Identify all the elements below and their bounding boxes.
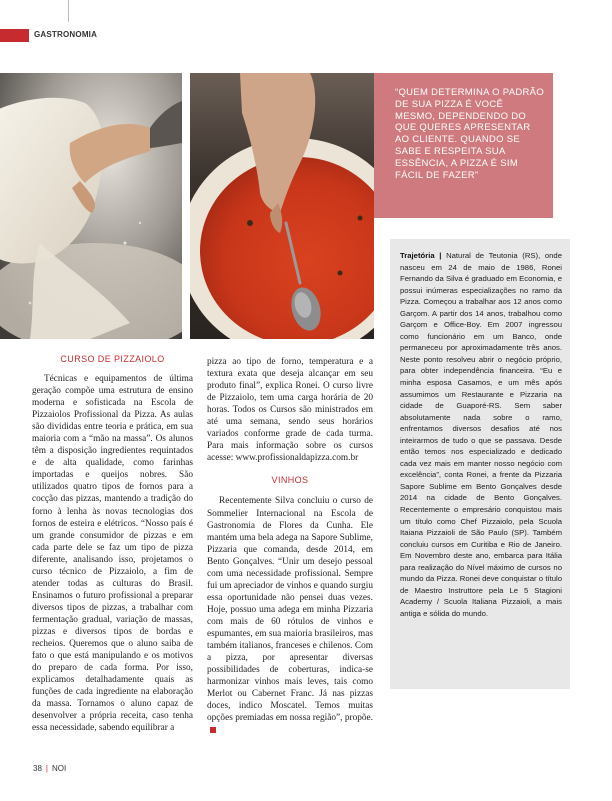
- footer-separator: |: [45, 764, 48, 773]
- pull-quote-box: [374, 73, 553, 218]
- sauce-spreading-photo: [190, 73, 374, 339]
- article-column-2: [207, 356, 373, 736]
- top-rule: [68, 0, 69, 22]
- article-column-1: [32, 373, 193, 734]
- page-footer: [33, 764, 66, 773]
- biography-sidebar: [390, 239, 570, 689]
- sidebar-body: Natural de Teutonia (RS), onde nasceu em 24 de maio de 1986, Ronei Fernando da Silva é graduado em Economia, e possui inúmeras especializações no ramo da Pizza. Começou a trabalhar aos 12 anos como Garçom. A partir dos 14 anos, trabalhou como Garçom e Office-Boy. Em 2007 ingressou como funcionário em um Banco, onde permaneceu por aproximadamente três anos. Neste ponto resolveu abrir o negócio próprio, para obter independência financeira. “Eu e minha esposa Casamos, e um mês após assumimos um Restaurante e Pizzaria na cidade de Guaporé-RS. Sem saber absolutamente nada sobre o ramo, enfrentamos diversos desafios até nos inteirarmos de tudo o que se passava. Desde então temos nos especializado e dedicado cada vez mais em manter nosso negócio com excelência”, conta Ronei, a frente da Pizzaria Sapore Sublime em Bento Gonçalves desde 2014 na cidade de Bento Gonçalves. Recentemente o empresário conquistou mais um título como Chef Pizzaiolo, pela Scuola Itaiana Pizzaioli de São Paulo (SP). Também concluiu cursos em Curitiba e Rio de Janeiro. Em Novembro deste ano, embarca para Itália para realização do Nível máximo de cursos no mundo da Pizza. Ronei deve conquistar o título de Maestro Instruttore pela Le 5 Stagioni Academy / Scuola Italiana Pizzaioli, a mais antiga e sólida do mundo.: [400, 251, 562, 618]
- course-paragraph-2: pizza ao tipo de forno, temperatura e a textura exata que deseja alcançar em seu produto final”, explica Ronei. O curso livre de Pizzaiolo, tem uma carga horária de 20 horas. Todos os Cursos são ministrados em até uma semana, sendo seus horários variados conforme grade de cada turma. Para mais informação sobre os cursos acesse: www.profissionaldapizza.com.br: [207, 357, 373, 464]
- sidebar-text: [400, 250, 562, 620]
- sidebar-lead: Trajetória |: [400, 251, 442, 260]
- course-paragraph-1: Técnicas e equipamentos de última geração compõe uma estrutura de ensino moderna e sofisticada na Escola de Pizzaiolos Profissional da Pizza. As aulas são divididas entre teoria e prática, em sua maioria com a “mão na massa”. Os alunos têm a disposição ingredientes requintados e de alta qualidade, como farinhas importadas e queijos nobres. São utilizados quatro tipos de fornos para a cocção das pizzas, mantendo a tradição do forno à lenha às novas tecnologias dos fornos de esteira e elétricos. “Nosso país é um grande consumidor de pizzas e em cada parte dele se faz um tipo de pizza diferente, analisando isso, projetamos o curso técnico de Pizzaiolo, a fim de atender todas as culturas do Brasil. Ensinamos o futuro profissional a preparar diversos tipos de pizzas, a trabalhar com fermentação gradual, variação de massas, pizzas e diversos tipos de bordas e recheios. Queremos que o aluno saiba de fato o que está manipulando e os motivos do preparo de cada forma. Por isso, explicamos detalhadamente quais as funções de cada ingrediente na elaboração da massa. Tornamos o aluno capaz de desenvolver a própria receita, caso tenha essa necessidade, sabendo equilibrar a: [32, 374, 193, 734]
- course-section-title: CURSO DE PIZZAIOLO: [60, 354, 165, 364]
- wine-paragraph-text: Recentemente Silva concluiu o curso de Sommelier Internacional na Escola de Gastronomia de Flores da Cunha. Ele mantém uma bela adega na Sapore Sublime, Pizzaria que comanda, desde 2014, em Bento Gonçalves. “Unir um desejo pessoal com uma necessidade profissional. Sempre fui um apreciador de vinhos e quando surgiu essa oportunidade não pensei duas vezes. Hoje, possuo uma adega em minha Pizzaria com mais de 60 rótulos de vinhos e espumantes, em sua maioria brasileiros, mas também italianos, franceses e chilenos. Com a pizza, por apresentar diversas possibilidades de coberturas, indica-se harmonizar vinhos mais leves, tais como Merlot ou Cabernet Franc. Já nas pizzas doces, indico Moscatel. Temos muitas opções premiadas em nossa região”, propõe.: [207, 496, 373, 724]
- wine-paragraph-1: [207, 495, 373, 736]
- section-color-bar: [0, 29, 29, 42]
- page-number: 38: [33, 764, 42, 773]
- section-label: GASTRONOMIA: [34, 30, 98, 39]
- wine-section-title: VINHOS: [271, 475, 309, 486]
- pull-quote: “QUEM DETERMINA O PADRÃO DE SUA PIZZA É VOCÊ MESMO, DEPENDENDO DO QUE QUERES APRESENTAR AO CLIENTE. QUANDO SE SABE E RESPEITA SUA ESSÊNCIA, A PIZZA É SIM FÁCIL DE FAZER”: [395, 87, 545, 181]
- course-section-heading-wrap: [32, 354, 193, 364]
- magazine-name: NOI: [51, 764, 67, 773]
- article-end-mark: [210, 727, 216, 733]
- dough-stretching-photo: [0, 73, 182, 339]
